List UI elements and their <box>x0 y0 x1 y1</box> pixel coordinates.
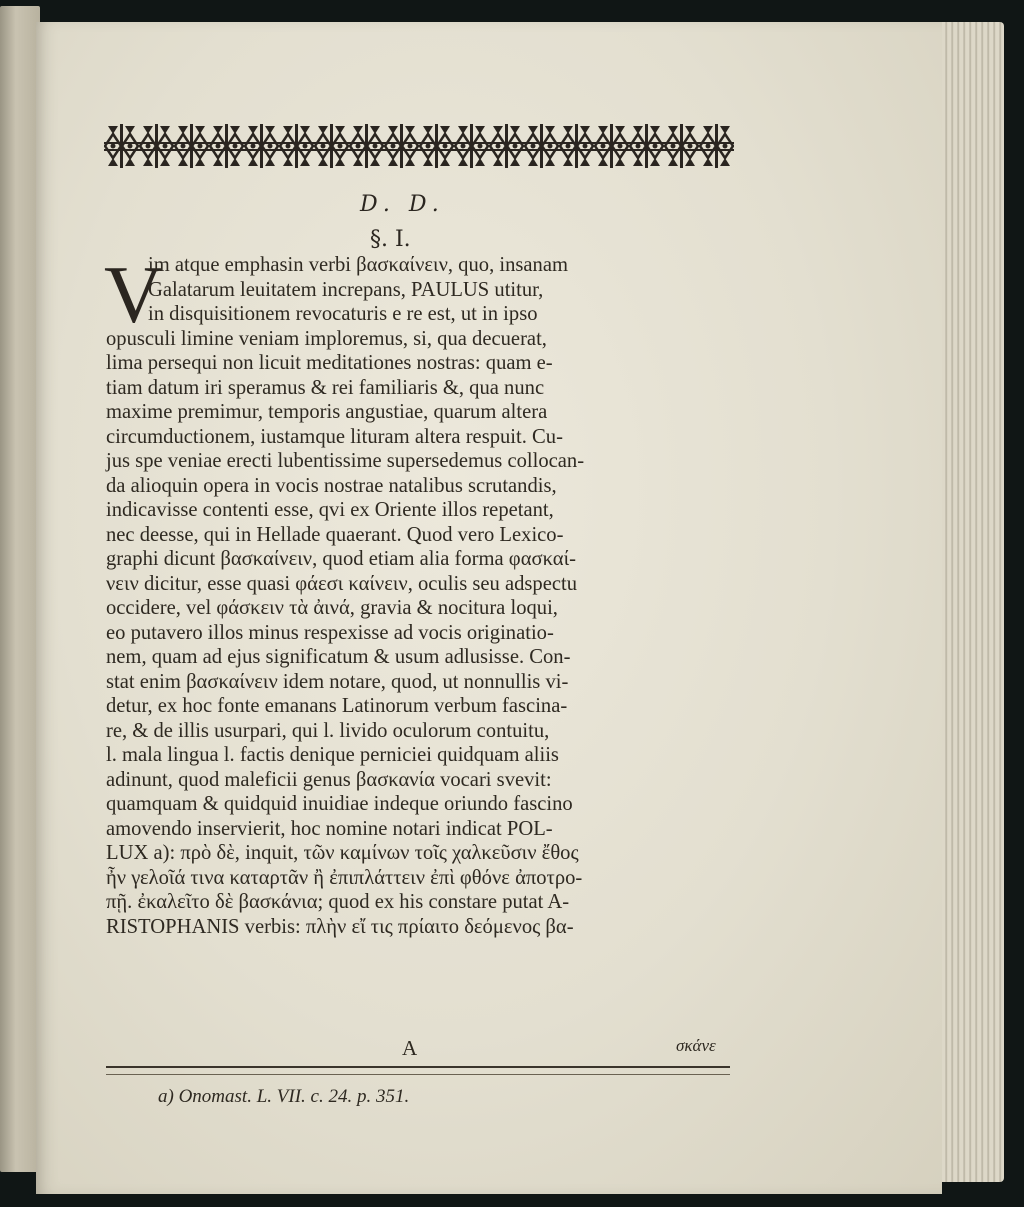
text-line: l. mala lingua l. factis denique perniciei quidquam aliis <box>106 744 559 766</box>
text-line: maxime premimur, temporis angustiae, quarum altera <box>106 401 548 423</box>
text-line: πῇ. ἐκαλεῖτο δὲ βασκάνια; quod ex his constare putat A- <box>106 891 570 913</box>
text-line: indicavisse contenti esse, qvi ex Oriente illos repetant, <box>106 499 554 521</box>
text-line: detur, ex hoc fonte emanans Latinorum verbum fascina- <box>106 695 568 717</box>
text-line: LUX a): πρὸ δὲ, inquit, τῶν καμίνων τοῖς χαλκεῦσιν ἔθος <box>106 842 579 864</box>
text-line: νειν dicitur, esse quasi φάεσι καίνειν, oculis seu adspectu <box>106 572 578 595</box>
text-line: da alioquin opera in vocis nostrae natalibus scrutandis, <box>106 474 557 497</box>
text-line: lima persequi non licuit meditationes nostras: quam e- <box>106 352 553 374</box>
text-line: Galatarum leuitatem increpans, PAULUS utitur, <box>148 278 544 301</box>
previous-page-edge <box>0 6 40 1172</box>
text-line: eo putavero illos minus respexisse ad vocis originatio- <box>106 621 554 644</box>
text-line: nem, quam ad ejus significatum & usum adlusisse. Con- <box>106 646 571 668</box>
ornament-border <box>104 122 734 170</box>
text-line: stat enim βασκαίνειν idem notare, quod, ut nonnullis vi- <box>106 670 569 693</box>
text-line: jus spe veniae erecti lubentissime supersedemus collocan- <box>106 450 585 472</box>
signature-mark: A <box>402 1036 418 1060</box>
text-line: nec deesse, qui in Hellade quaerant. Quod vero Lexico- <box>106 523 564 546</box>
text-line: occidere, vel φάσκειν τὰ ἀινά, gravia & nocitura loqui, <box>106 597 558 619</box>
text-line: ἦν γελοῖά τινα καταρτᾶν ἢ ἐπιπλάττειν ἐπὶ φθόνε ἀποτρο- <box>106 866 583 889</box>
page-heading: D. D. <box>360 192 445 217</box>
text-line: in disquisitionem revocaturis e re est, ut in ipso <box>148 303 538 325</box>
catchword: σκάνε <box>676 1036 716 1055</box>
footnote: a) Onomast. L. VII. c. 24. p. 351. <box>158 1086 410 1107</box>
drop-capital: V <box>104 249 164 340</box>
text-line: quamquam & quidquid inuidiae indeque oriundo fascino <box>106 793 573 815</box>
text-line: adinunt, quod maleficii genus βασκανία vocari svevit: <box>106 768 552 791</box>
section-number: §. I. <box>370 227 411 252</box>
text-line: re, & de illis usurpari, qui l. livido oculorum contuitu, <box>106 719 550 742</box>
text-line: im atque emphasin verbi βασκαίνειν, quo, insanam <box>148 254 568 276</box>
text-line: opusculi limine veniam imploremus, si, qua decuerat, <box>106 327 547 350</box>
text-line: circumductionem, iustamque lituram altera respuit. Cu- <box>106 425 563 448</box>
text-line: RISTOPHANIS verbis: πλὴν εἴ τις πρίαιτο δεόμενος βα- <box>106 915 574 938</box>
text-line: tiam datum iri speramus & rei familiaris &, qua nunc <box>106 376 545 399</box>
body-text <box>104 249 732 939</box>
footnote-rule <box>106 1066 730 1075</box>
text-line: amovendo inservierit, hoc nomine notari indicat POL- <box>106 817 553 840</box>
text-line: graphi dicunt βασκαίνειν, quod etiam alia forma φασκαί- <box>106 548 576 570</box>
